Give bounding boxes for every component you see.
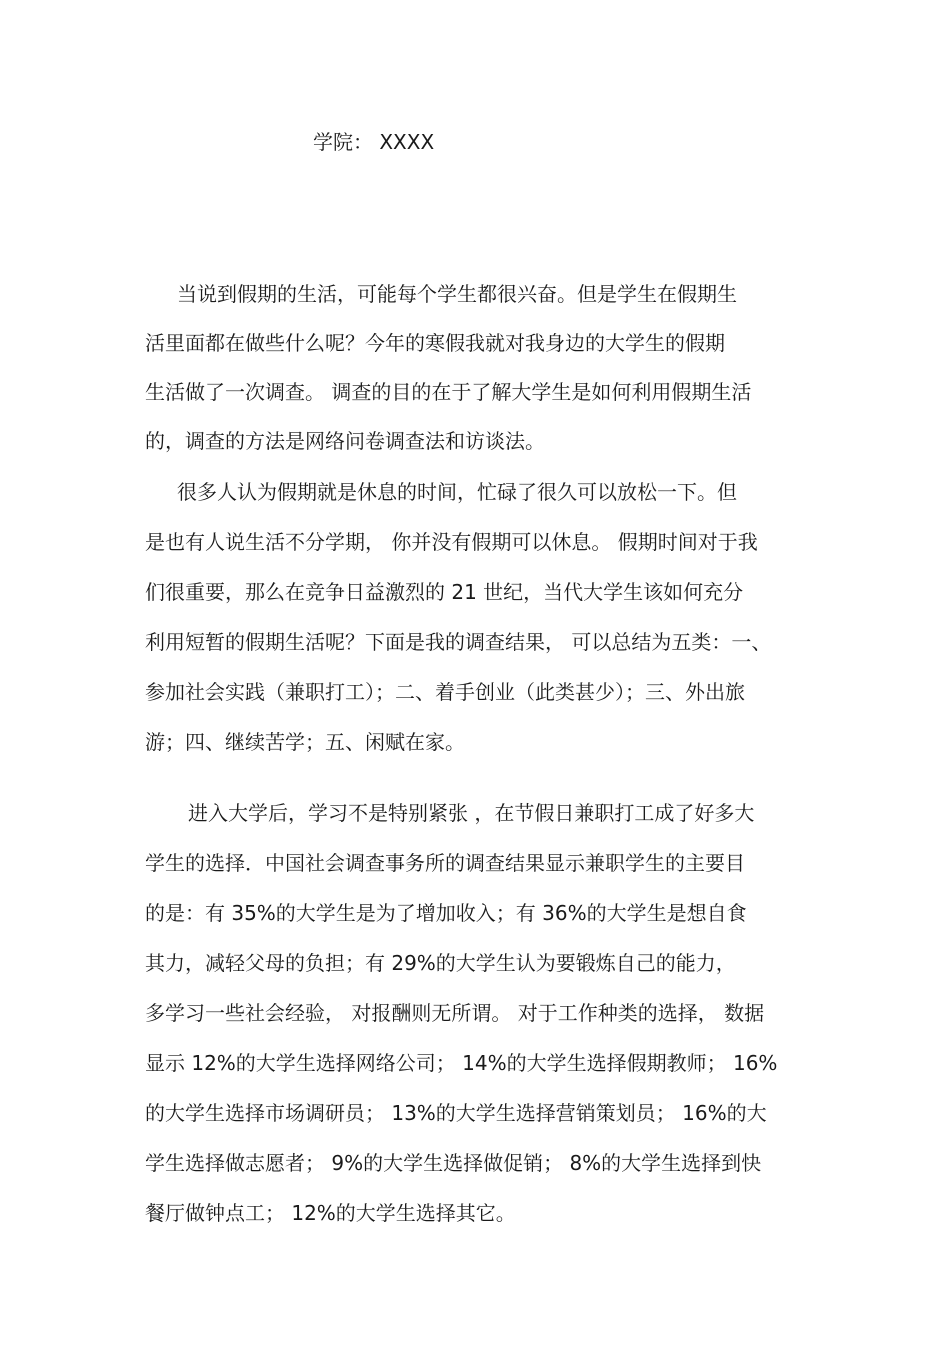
- paragraph-3-line-7: 的大学生选择市场调研员； 13%的大学生选择营销策划员； 16%的大: [145, 1101, 767, 1125]
- paragraph-1-line-1: 当说到假期的生活，可能每个学生都很兴奋。但是学生在假期生: [177, 282, 737, 306]
- paragraph-3-line-8: 学生选择做志愿者； 9%的大学生选择做促销； 8%的大学生选择到快: [145, 1151, 762, 1175]
- paragraph-3-line-9: 餐厅做钟点工； 12%的大学生选择其它。: [145, 1201, 516, 1225]
- paragraph-3-line-2: 学生的选择．中国社会调查事务所的调查结果显示兼职学生的主要目: [145, 851, 745, 875]
- paragraph-1-line-4: 的，调查的方法是网络问卷调查法和访谈法。: [145, 429, 545, 453]
- paragraph-3-line-1: 进入大学后，学习不是特别紧张 ，在节假日兼职打工成了好多大: [188, 801, 755, 825]
- paragraph-3-line-3: 的是：有 35%的大学生是为了增加收入；有 36%的大学生是想自食: [145, 901, 747, 925]
- paragraph-2-line-5: 参加社会实践（兼职打工）；二、着手创业（此类甚少）；三、外出旅: [145, 680, 745, 704]
- paragraph-3-line-4: 其力，减轻父母的负担；有 29%的大学生认为要锻炼自己的能力，: [145, 951, 736, 975]
- paragraph-2-line-1: 很多人认为假期就是休息的时间，忙碌了很久可以放松一下。但: [177, 480, 737, 504]
- paragraph-2-line-2: 是也有人说生活不分学期， 你并没有假期可以休息。 假期时间对于我: [145, 530, 758, 554]
- paragraph-3-line-6: 显示 12%的大学生选择网络公司； 14%的大学生选择假期教师； 16%: [145, 1051, 778, 1075]
- paragraph-2-line-3: 们很重要，那么在竞争日益激烈的 21 世纪，当代大学生该如何充分: [145, 580, 744, 604]
- paragraph-3-line-5: 多学习一些社会经验， 对报酬则无所谓。 对于工作种类的选择， 数据: [145, 1001, 765, 1025]
- paragraph-2-line-4: 利用短暂的假期生活呢？下面是我的调查结果， 可以总结为五类：一、: [145, 630, 772, 654]
- paragraph-1-line-2: 活里面都在做些什么呢？今年的寒假我就对我身边的大学生的假期: [145, 331, 725, 355]
- college-line: 学院： XXXX: [313, 130, 435, 154]
- paragraph-1-line-3: 生活做了一次调查。 调查的目的在于了解大学生是如何利用假期生活: [145, 380, 752, 404]
- paragraph-2-line-6: 游；四、继续苦学；五、闲赋在家。: [145, 730, 465, 754]
